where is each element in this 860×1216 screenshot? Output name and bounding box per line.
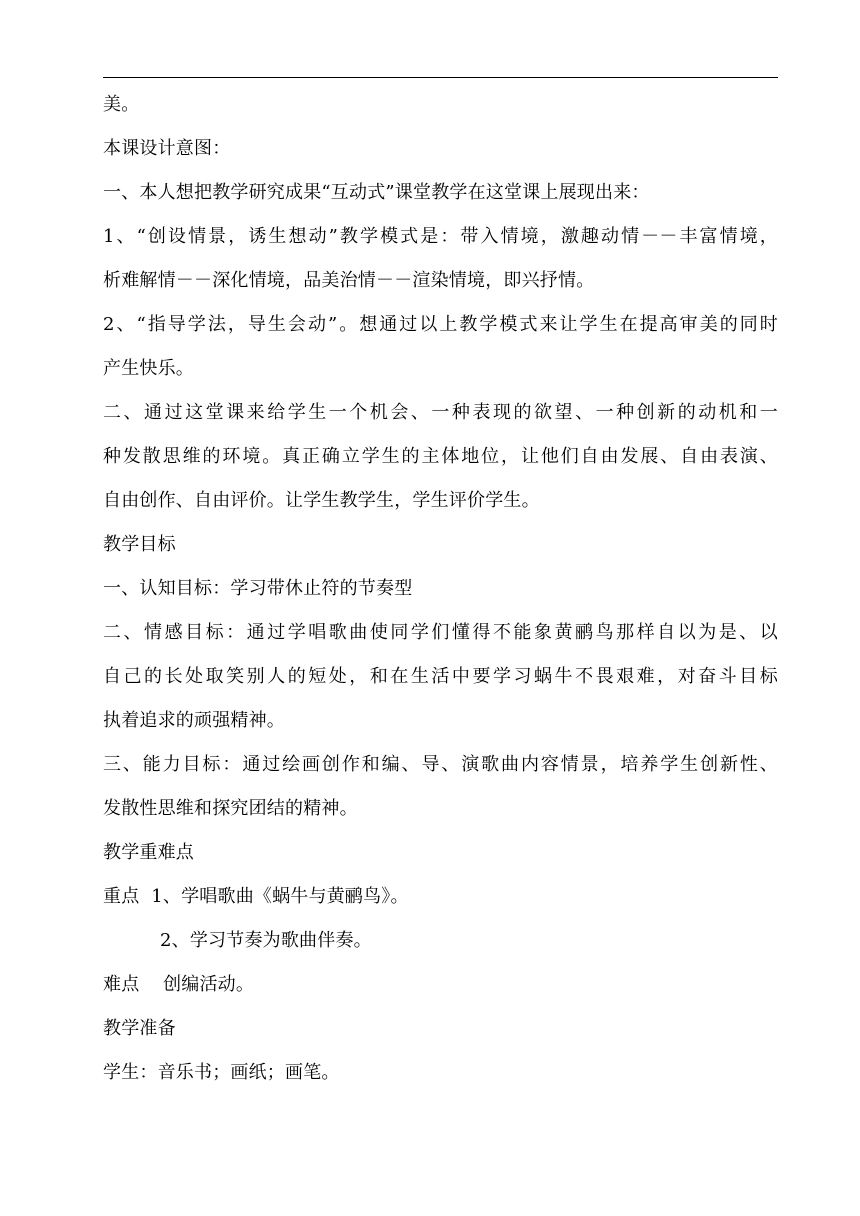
objective-ability-cont: 发散性思维和探究团结的精神。 — [103, 798, 358, 819]
objective-emotional-end: 执着追求的顽强精神。 — [103, 710, 285, 731]
preparation-students: 学生：音乐书；画纸；画笔。 — [103, 1062, 340, 1083]
teaching-mode-item-2: 2、“指导学法，导生会动”。想通过以上教学模式来让学生在提高审美的同时 — [103, 314, 778, 335]
design-intent-point-2-end: 自由创作、自由评价。让学生教学生，学生评价学生。 — [103, 490, 540, 511]
section-heading-key-points: 教学重难点 — [103, 842, 194, 863]
teaching-mode-item-1: 1、“创设情景，诱生想动”教学模式是：带入情境，激趣动情－－丰富情境， — [103, 226, 778, 247]
objective-ability: 三、能力目标：通过绘画创作和编、导、演歌曲内容情景，培养学生创新性、 — [103, 754, 778, 775]
document-body — [103, 83, 778, 1095]
objective-emotional-cont: 自己的长处取笑别人的短处，和在生活中要学习蜗牛不畏艰难，对奋斗目标 — [103, 666, 778, 687]
design-intent-point-2: 二、通过这堂课来给学生一个机会、一种表现的欲望、一种创新的动机和一 — [103, 402, 778, 423]
text-line-continuation: 美。 — [103, 94, 140, 115]
difficult-point: 难点 创编活动。 — [103, 974, 255, 995]
objective-cognitive: 一、认知目标：学习带休止符的节奏型 — [103, 578, 413, 599]
key-point-2: 2、学习节奏为歌曲伴奏。 — [160, 930, 372, 951]
key-point-1: 重点 1、学唱歌曲《蜗牛与黄鹂鸟》。 — [103, 886, 409, 907]
objective-emotional: 二、情感目标：通过学唱歌曲使同学们懂得不能象黄鹂鸟那样自以为是、以 — [103, 622, 778, 643]
header-rule — [103, 77, 778, 78]
section-heading-preparation: 教学准备 — [103, 1018, 176, 1039]
teaching-mode-item-1-cont: 析难解情－－深化情境，品美治情－－渲染情境，即兴抒情。 — [103, 270, 595, 291]
teaching-mode-item-2-cont: 产生快乐。 — [103, 358, 194, 379]
section-heading-design-intent: 本课设计意图： — [103, 138, 231, 159]
design-intent-point-2-cont: 种发散思维的环境。真正确立学生的主体地位，让他们自由发展、自由表演、 — [103, 446, 778, 467]
design-intent-point-1: 一、本人想把教学研究成果“互动式”课堂教学在这堂课上展现出来： — [103, 182, 650, 203]
section-heading-objectives: 教学目标 — [103, 534, 176, 555]
